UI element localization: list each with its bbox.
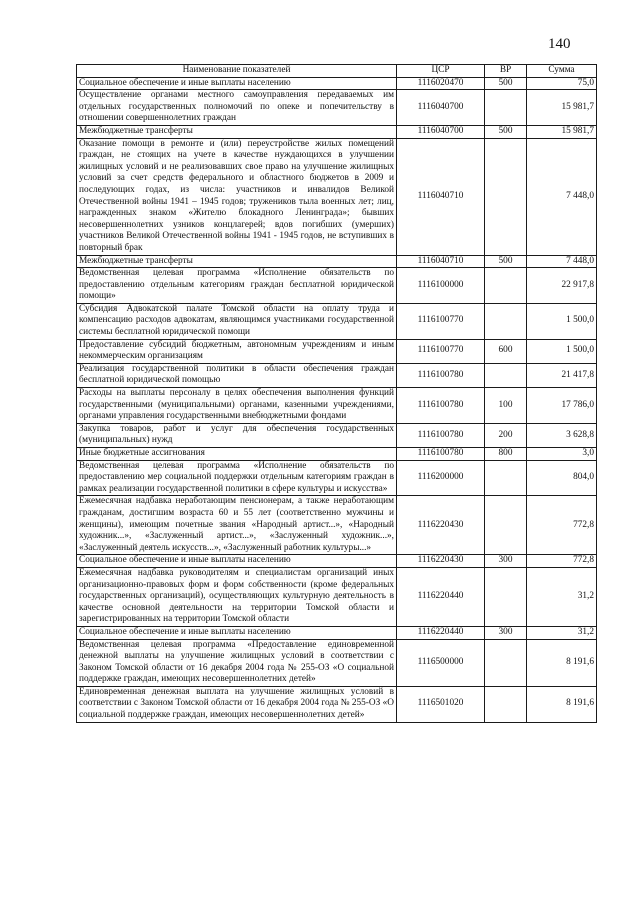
row-name: Ежемесячная надбавка руководителям и специалистам организаций иных организационно-правовых форм и форм собственности (кроме федеральных государственных организаций), осуществляющих культурную деятельность в качестве основной деятельности на территории Томской области и зарегистрированных на территории Томской области [77, 567, 397, 626]
table-row [77, 138, 597, 255]
table-row [77, 255, 597, 268]
row-code: 1116220440 [397, 567, 485, 626]
row-vr: 200 [485, 423, 527, 447]
table-row [77, 567, 597, 626]
row-code: 1116040700 [397, 125, 485, 138]
row-name: Оказание помощи в ремонте и (или) переустройстве жилых помещений граждан, не стоящих на учете в качестве нуждающихся в улучшении жилищных условий и не реализовавших свое право на улучшение жилищных условий за счет средств федерального и областного бюджетов в 2009 и последующих годах, из числа: участников и инвалидов Великой Отечественной войны 1941 – 1945 годов; тружеников тыла военных лет; лиц, награжденных знаком «Жителю блокадного Ленинграда»; бывших несовершеннолетних узников концлагерей; вдов погибших (умерших) участников Великой Отечественной войны 1941 - 1945 годов, не вступивших в повторный брак [77, 138, 397, 255]
row-code: 1116100780 [397, 388, 485, 424]
row-sum: 772,8 [527, 496, 597, 555]
row-code: 1116100770 [397, 303, 485, 339]
row-sum: 31,2 [527, 626, 597, 639]
column-header-name: Наименование показателей [77, 65, 397, 78]
row-vr [485, 303, 527, 339]
row-vr: 100 [485, 388, 527, 424]
row-vr [485, 363, 527, 387]
row-sum: 804,0 [527, 460, 597, 496]
table-row [77, 125, 597, 138]
row-vr [485, 639, 527, 686]
row-name: Социальное обеспечение и иные выплаты населению [77, 555, 397, 568]
column-header-code: ЦСР [397, 65, 485, 78]
row-vr: 600 [485, 339, 527, 363]
row-vr: 500 [485, 77, 527, 90]
row-sum: 15 981,7 [527, 125, 597, 138]
table-row [77, 388, 597, 424]
row-sum: 21 417,8 [527, 363, 597, 387]
row-code: 1116040700 [397, 90, 485, 126]
table-row [77, 268, 597, 304]
row-sum: 75,0 [527, 77, 597, 90]
row-vr: 500 [485, 125, 527, 138]
table-row [77, 626, 597, 639]
table-row [77, 686, 597, 722]
row-name: Осуществление органами местного самоуправления передаваемых им отдельных государственных полномочий по опеке и попечительству в отношении совершеннолетних граждан [77, 90, 397, 126]
row-code: 1116200000 [397, 460, 485, 496]
row-sum: 3 628,8 [527, 423, 597, 447]
row-name: Единовременная денежная выплата на улучшение жилищных условий в соответствии с Законом Томской области от 16 декабря 2004 года № 255-ОЗ «О социальной поддержке граждан, имеющих несовершеннолетних детей» [77, 686, 397, 722]
table-header-row [77, 65, 597, 78]
row-sum: 22 917,8 [527, 268, 597, 304]
row-name: Социальное обеспечение и иные выплаты населению [77, 77, 397, 90]
row-code: 1116220430 [397, 555, 485, 568]
row-vr: 800 [485, 448, 527, 461]
row-code: 1116100780 [397, 448, 485, 461]
table-row [77, 339, 597, 363]
row-sum: 15 981,7 [527, 90, 597, 126]
row-name: Иные бюджетные ассигнования [77, 448, 397, 461]
row-code: 1116220440 [397, 626, 485, 639]
table-row [77, 90, 597, 126]
row-vr: 300 [485, 626, 527, 639]
row-code: 1116501020 [397, 686, 485, 722]
column-header-vr: ВР [485, 65, 527, 78]
table-row [77, 363, 597, 387]
row-sum: 31,2 [527, 567, 597, 626]
row-vr [485, 460, 527, 496]
row-vr [485, 138, 527, 255]
table-row [77, 448, 597, 461]
table-row [77, 496, 597, 555]
row-sum: 7 448,0 [527, 138, 597, 255]
row-name: Субсидия Адвокатской палате Томской области на оплату труда и компенсацию расходов адвокатам, являющимся участниками государственной системы бесплатной юридической помощи [77, 303, 397, 339]
table-row [77, 639, 597, 686]
row-vr: 500 [485, 255, 527, 268]
table-row [77, 77, 597, 90]
table-row [77, 303, 597, 339]
row-code: 1116100770 [397, 339, 485, 363]
row-vr [485, 268, 527, 304]
row-vr [485, 686, 527, 722]
row-code: 1116220430 [397, 496, 485, 555]
page-number: 140 [548, 36, 571, 52]
row-code: 1116020470 [397, 77, 485, 90]
budget-table [76, 64, 597, 723]
row-name: Ведомственная целевая программа «Исполнение обязательств по предоставлению мер социальной поддержки отдельным категориям граждан в рамках реализации государственной политики в сфере культуры и искусства» [77, 460, 397, 496]
row-sum: 3,0 [527, 448, 597, 461]
row-sum: 8 191,6 [527, 639, 597, 686]
row-vr [485, 90, 527, 126]
row-code: 1116040710 [397, 255, 485, 268]
row-name: Расходы на выплаты персоналу в целях обеспечения выполнения функций государственными (муниципальными) органами, казенными учреждениями, органами управления государственными внебюджетными фондами [77, 388, 397, 424]
row-sum: 7 448,0 [527, 255, 597, 268]
row-sum: 1 500,0 [527, 303, 597, 339]
row-sum: 1 500,0 [527, 339, 597, 363]
row-vr: 300 [485, 555, 527, 568]
row-sum: 772,8 [527, 555, 597, 568]
row-code: 1116040710 [397, 138, 485, 255]
row-vr [485, 496, 527, 555]
table-row [77, 460, 597, 496]
row-name: Ведомственная целевая программа «Предоставление единовременной денежной выплаты на улучшение жилищных условий в соответствии с Законом Томской области от 16 декабря 2004 года № 255-ОЗ «О социальной поддержке граждан, имеющих несовершеннолетних детей» [77, 639, 397, 686]
row-code: 1116100780 [397, 363, 485, 387]
row-sum: 8 191,6 [527, 686, 597, 722]
row-code: 1116100780 [397, 423, 485, 447]
row-name: Реализация государственной политики в области обеспечения граждан бесплатной юридической помощью [77, 363, 397, 387]
row-name: Закупка товаров, работ и услуг для обеспечения государственных (муниципальных) нужд [77, 423, 397, 447]
row-code: 1116500000 [397, 639, 485, 686]
row-name: Межбюджетные трансферты [77, 125, 397, 138]
row-name: Социальное обеспечение и иные выплаты населению [77, 626, 397, 639]
row-name: Межбюджетные трансферты [77, 255, 397, 268]
row-code: 1116100000 [397, 268, 485, 304]
row-vr [485, 567, 527, 626]
table-row [77, 555, 597, 568]
row-name: Ведомственная целевая программа «Исполнение обязательств по предоставлению отдельным категориям граждан бесплатной юридической помощи» [77, 268, 397, 304]
row-name: Ежемесячная надбавка неработающим пенсионерам, а также неработающим гражданам, достигшим возраста 60 и 55 лет (соответственно мужчины и женщины), имеющим почетные звания «Народный артист...», «Народный художник...», «Заслуженный артист...», «Заслуженный художник...», «Заслуженный деятель искусств...», «Заслуженный работник культуры...» [77, 496, 397, 555]
row-name: Предоставление субсидий бюджетным, автономным учреждениям и иным некоммерческим организациям [77, 339, 397, 363]
table-row [77, 423, 597, 447]
column-header-sum: Сумма [527, 65, 597, 78]
row-sum: 17 786,0 [527, 388, 597, 424]
